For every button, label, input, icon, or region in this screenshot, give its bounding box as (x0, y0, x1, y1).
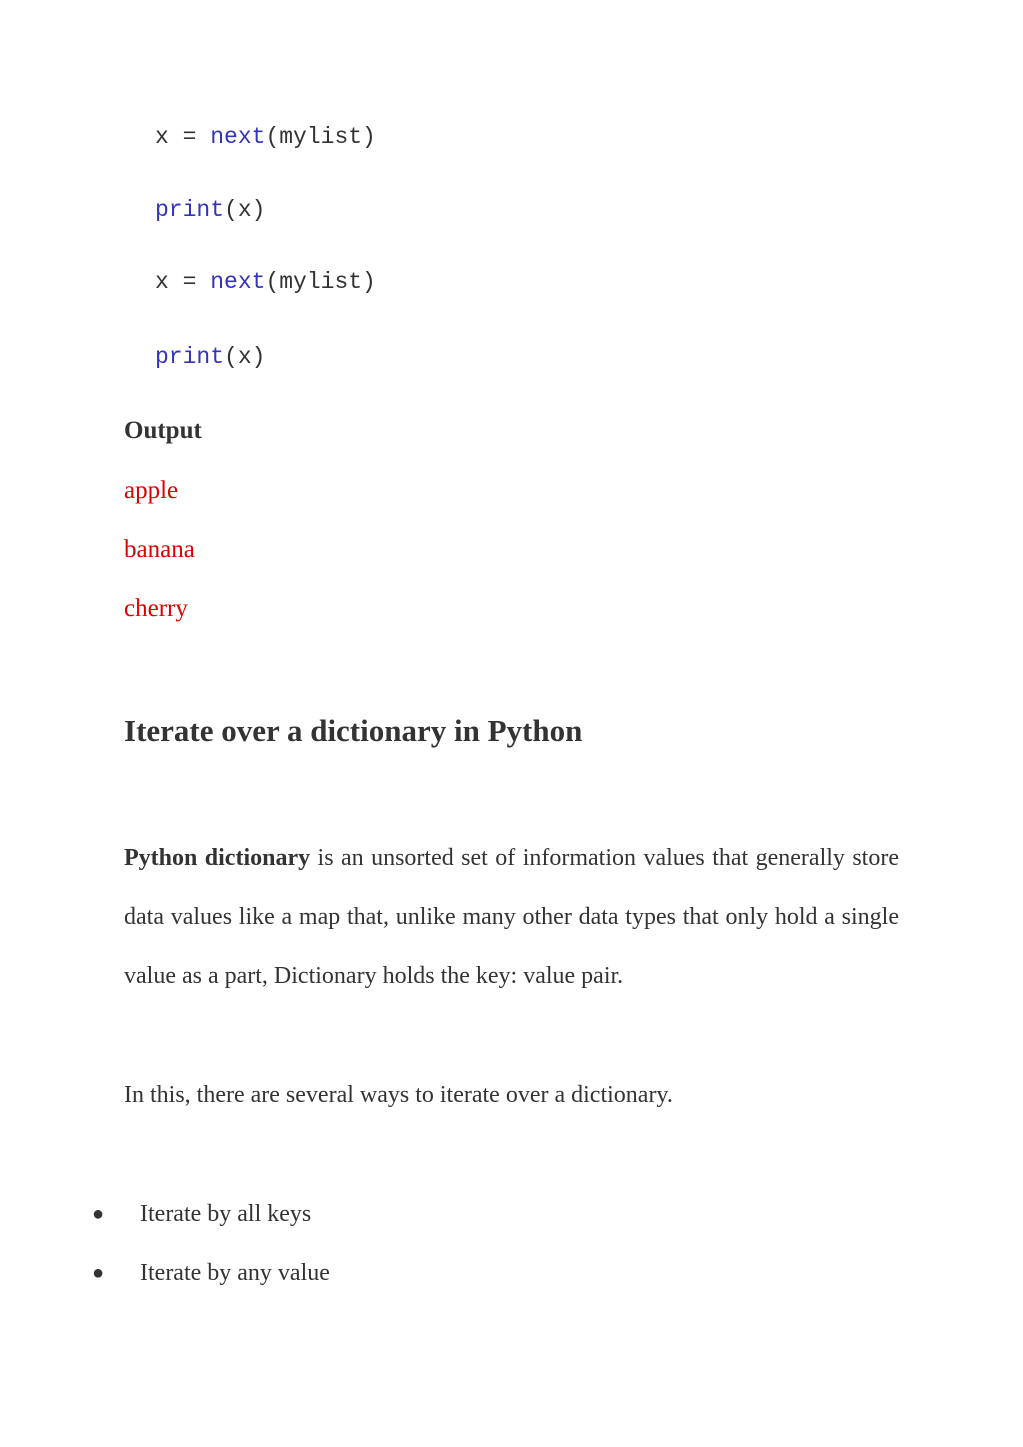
list-item-text: Iterate by any value (140, 1260, 330, 1286)
code-line-4 (155, 342, 265, 372)
output-line: banana (124, 536, 195, 563)
code-line-1 (155, 122, 376, 152)
output-label: Output (124, 417, 202, 444)
code-token: x = (155, 269, 211, 295)
code-token: (x) (224, 344, 266, 370)
code-keyword: next (210, 269, 266, 295)
bullet-icon: ● (92, 1262, 105, 1284)
output-line: apple (124, 477, 179, 504)
intro-text: is an unsorted set of information values that generally store data values like a map that, unlike many other data types that only hold a single value as a part, Dictionary holds the key: value pair. (124, 845, 899, 989)
intro-paragraph (124, 829, 899, 1006)
code-token: x = (155, 124, 211, 150)
list-item-text: Iterate by all keys (140, 1201, 312, 1227)
code-keyword: print (155, 344, 225, 370)
ways-paragraph: In this, there are several ways to iterate over a dictionary. (124, 1082, 673, 1108)
code-keyword: next (210, 124, 266, 150)
output-line: cherry (124, 595, 188, 622)
code-token: (x) (224, 197, 266, 223)
code-line-2 (155, 195, 265, 225)
bullet-icon: ● (92, 1203, 105, 1225)
code-token: (mylist) (265, 269, 376, 295)
code-keyword: print (155, 197, 225, 223)
section-heading: Iterate over a dictionary in Python (124, 713, 583, 748)
intro-bold-term: Python dictionary (124, 845, 311, 871)
code-line-3 (155, 267, 376, 297)
code-token: (mylist) (265, 124, 376, 150)
